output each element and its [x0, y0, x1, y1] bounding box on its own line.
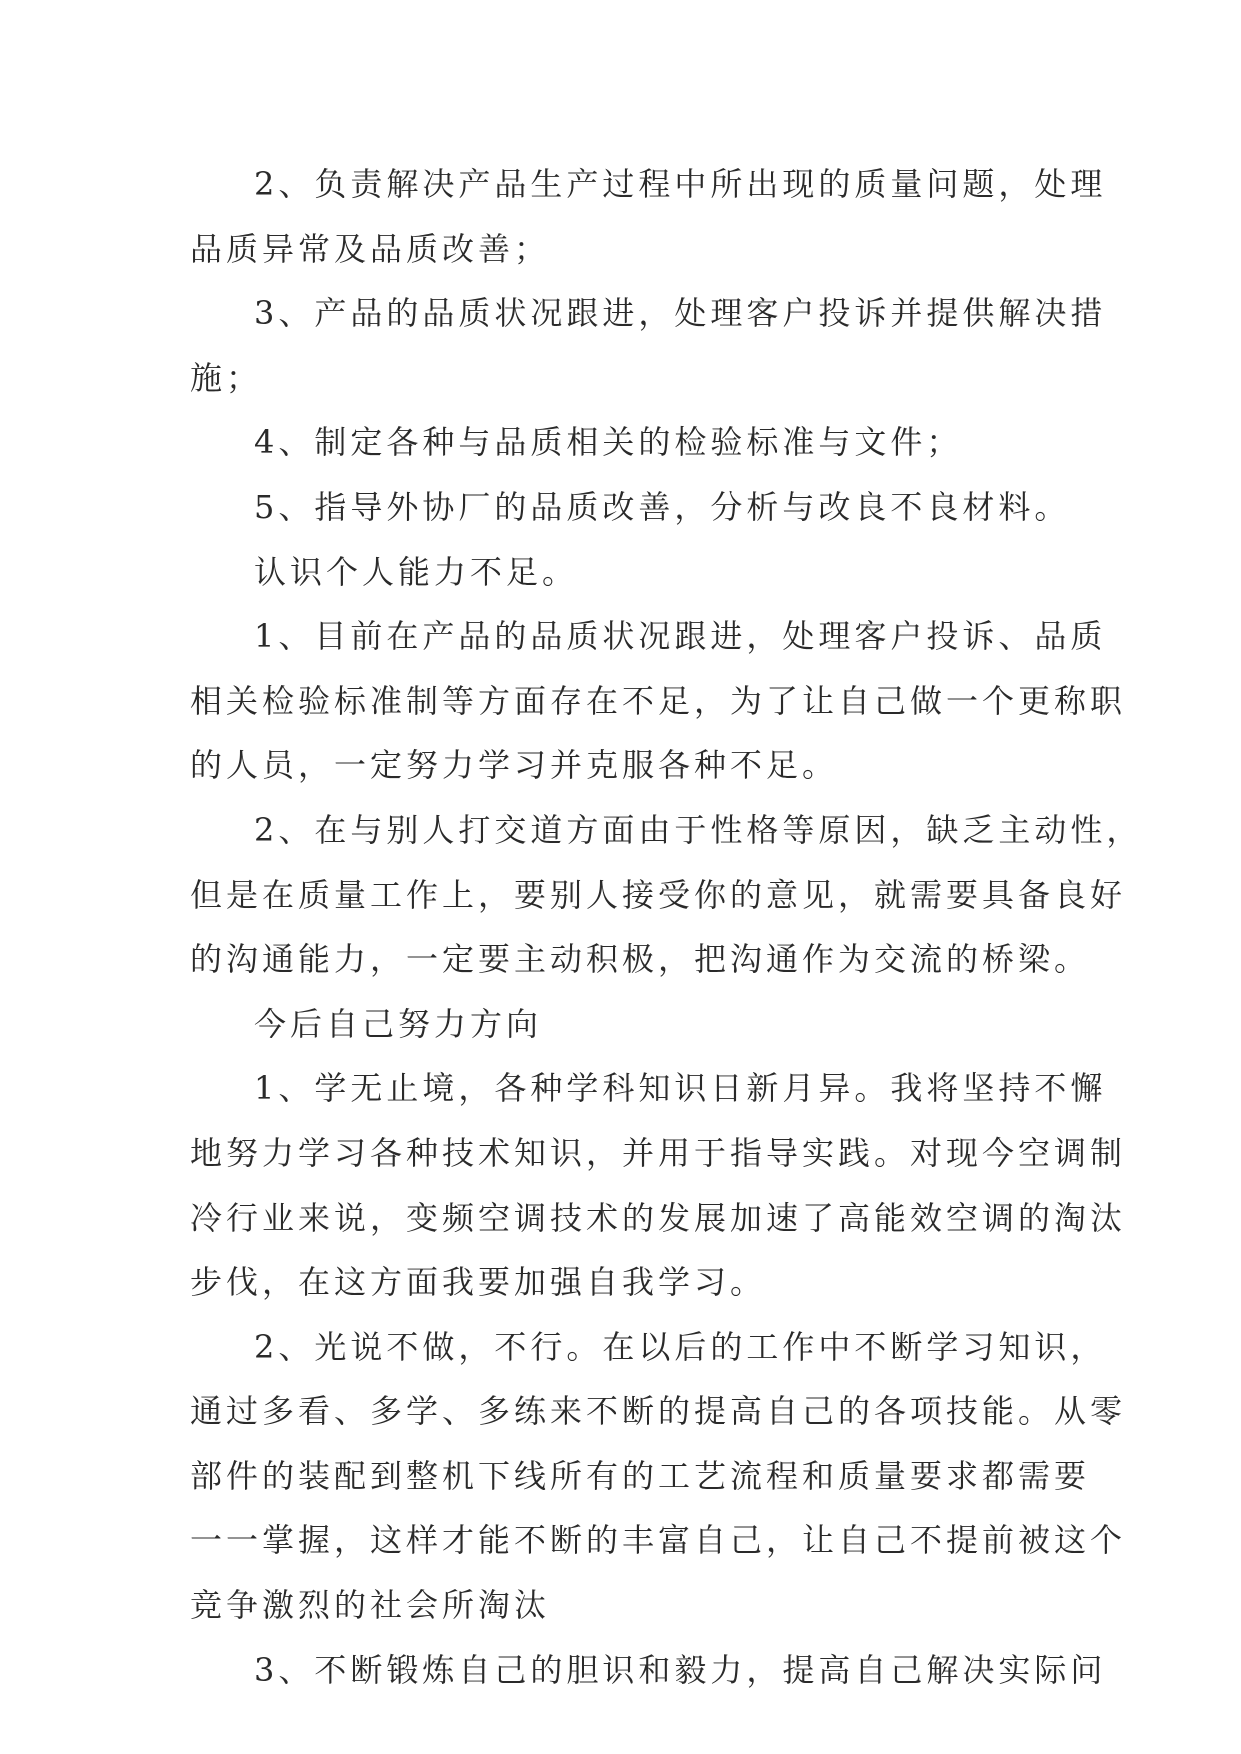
text-line: 通过多看、多学、多练来不断的提高自己的各项技能。从零 [190, 1392, 1127, 1431]
text-line: 2、负责解决产品生产过程中所出现的质量问题，处理 [254, 165, 1107, 203]
text-line: 竞争激烈的社会所淘汰 [190, 1586, 551, 1625]
text-line: 步伐，在这方面我要加强自我学习。 [190, 1263, 767, 1302]
text-line: 冷行业来说，变频空调技术的发展加速了高能效空调的淘汰 [190, 1198, 1127, 1237]
text-line: 的沟通能力，一定要主动积极，把沟通作为交流的桥梁。 [190, 940, 1091, 979]
text-line: 1、学无止境，各种学科知识日新月异。我将坚持不懈 [254, 1069, 1107, 1108]
text-line: 相关检验标准制等方面存在不足，为了让自己做一个更称职 [190, 681, 1127, 720]
text-line: 一一掌握，这样才能不断的丰富自己，让自己不提前被这个 [190, 1521, 1127, 1560]
text-line: 地努力学习各种技术知识，并用于指导实践。对现今空调制 [190, 1133, 1127, 1172]
text-line: 4、制定各种与品质相关的检验标准与文件； [254, 423, 963, 462]
text-line: 施； [190, 358, 263, 397]
text-line: 3、产品的品质状况跟进，处理客户投诉并提供解决措 [254, 294, 1107, 333]
text-line: 1、目前在产品的品质状况跟进，处理客户投诉、品质 [254, 617, 1107, 656]
document-body [190, 152, 1143, 1702]
text-line: 的人员，一定努力学习并克服各种不足。 [190, 746, 839, 785]
text-line: 部件的装配到整机下线所有的工艺流程和质量要求都需要 [190, 1456, 1091, 1495]
text-line: 2、在与别人打交道方面由于性格等原因，缺乏主动性， [254, 810, 1143, 849]
text-line: 但是在质量工作上，要别人接受你的意见，就需要具备良好 [190, 875, 1127, 914]
text-line: 今后自己努力方向 [254, 1004, 543, 1043]
text-line: 认识个人能力不足。 [254, 552, 579, 591]
text-line: 5、指导外协厂的品质改善，分析与改良不良材料。 [254, 487, 1071, 526]
text-line: 3、不断锻炼自己的胆识和毅力，提高自己解决实际问 [254, 1650, 1107, 1689]
text-line: 2、光说不做，不行。在以后的工作中不断学习知识， [254, 1327, 1107, 1366]
text-line: 品质异常及品质改善； [190, 229, 551, 268]
